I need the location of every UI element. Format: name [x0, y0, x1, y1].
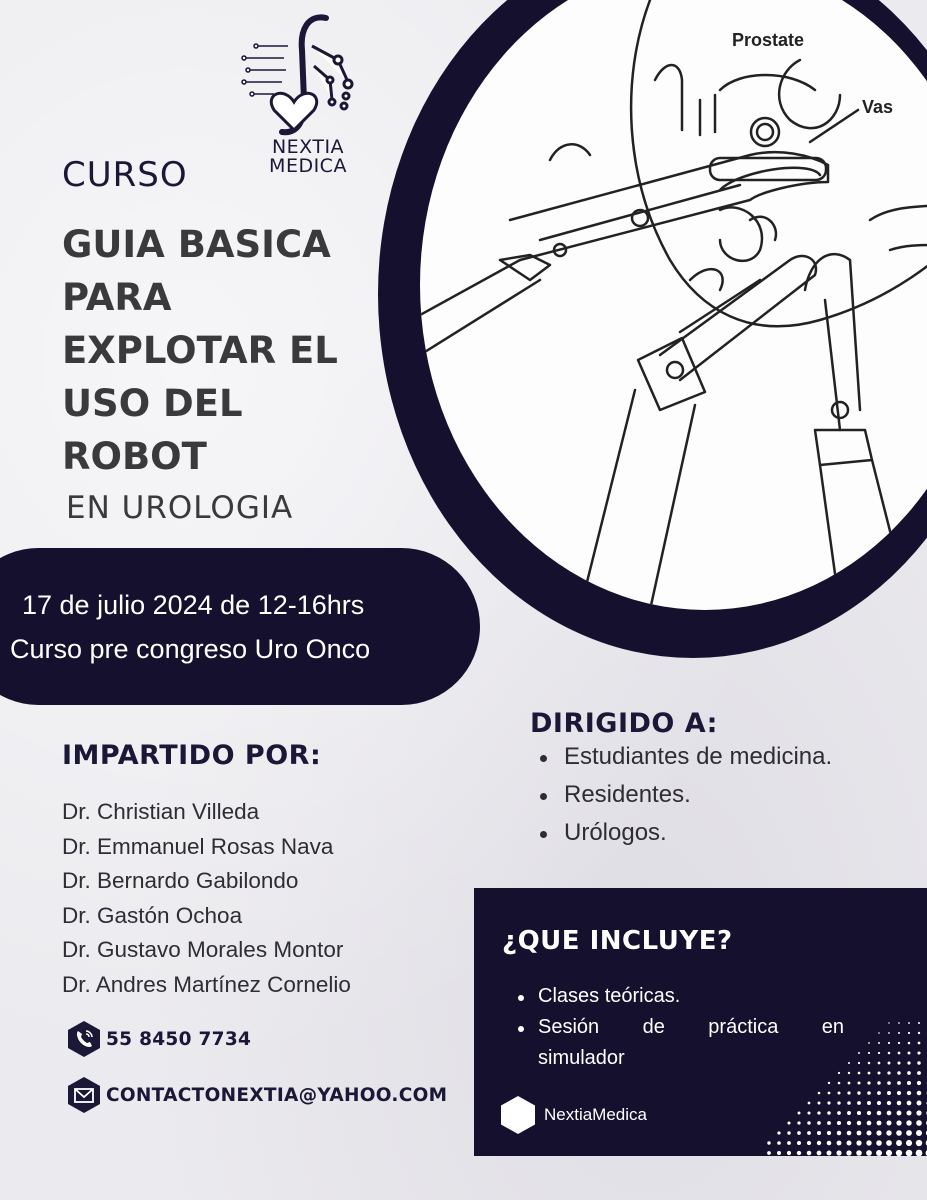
logo-wordmark: [258, 138, 358, 176]
brand-name: NextiaMedica: [544, 1105, 647, 1124]
course-title: [62, 218, 362, 483]
phone-number[interactable]: 55 8450 7734: [106, 1028, 252, 1050]
instructors-title: IMPARTIDO POR:: [62, 740, 322, 771]
includes-title: ¿QUE INCLUYE?: [502, 926, 733, 956]
includes-panel: [474, 888, 927, 1156]
title-line: EXPLOTAR EL: [62, 329, 338, 372]
instructor-item: Dr. Gastón Ochoa: [62, 902, 243, 928]
audience-list: [540, 738, 832, 852]
includes-item: [518, 1012, 844, 1043]
title-line: GUIA BASICA: [62, 223, 331, 266]
phone-icon: [66, 1020, 102, 1058]
audience-item: Urólogos.: [540, 814, 832, 852]
instructor-item: Dr. Emmanuel Rosas Nava: [62, 833, 334, 859]
event-description: Curso pre congreso Uro Onco: [10, 634, 371, 664]
brand-mark: [500, 1095, 647, 1135]
includes-word: en: [821, 1016, 844, 1038]
mail-icon: [66, 1076, 102, 1114]
instructor-item: Dr. Christian Villeda: [62, 799, 260, 824]
event-date-banner: [0, 548, 480, 705]
title-line: PARA: [62, 276, 172, 319]
audience-title: DIRIGIDO A:: [530, 708, 718, 739]
includes-item-continuation: simulador: [538, 1047, 625, 1069]
contact-email[interactable]: [66, 1076, 447, 1114]
title-line: ROBOT: [62, 435, 207, 478]
instructor-item: Dr. Gustavo Morales Montor: [62, 937, 344, 962]
audience-item: Residentes.: [540, 776, 832, 814]
contact-phone[interactable]: [66, 1020, 251, 1058]
title-line: USO DEL: [62, 382, 243, 425]
instructors-list: [62, 795, 351, 1002]
email-address[interactable]: CONTACTONEXTIA@YAHOO.COM: [106, 1084, 448, 1106]
includes-item: Clases teóricas.: [518, 981, 844, 1012]
robot-surgery-illustration: [420, 0, 927, 610]
logo-line-2: MEDICA: [269, 155, 347, 177]
label-vas: Vas: [862, 97, 894, 117]
includes-word: de: [642, 1016, 665, 1038]
includes-list: [518, 981, 844, 1074]
audience-item: Estudiantes de medicina.: [540, 738, 832, 776]
includes-word: práctica: [708, 1016, 779, 1038]
hexagon-icon: [500, 1095, 536, 1135]
logo-line-1: NEXTIA: [271, 136, 345, 158]
label-prostate: Prostate: [732, 30, 805, 50]
event-date: 17 de julio 2024 de 12-16hrs: [22, 590, 365, 620]
course-subtitle: EN UROLOGIA: [66, 490, 294, 526]
includes-word: Sesión: [538, 1016, 600, 1038]
course-label: CURSO: [62, 155, 188, 195]
instructor-item: Dr. Bernardo Gabilondo: [62, 868, 299, 893]
instructor-item: Dr. Andres Martínez Cornelio: [62, 971, 351, 997]
